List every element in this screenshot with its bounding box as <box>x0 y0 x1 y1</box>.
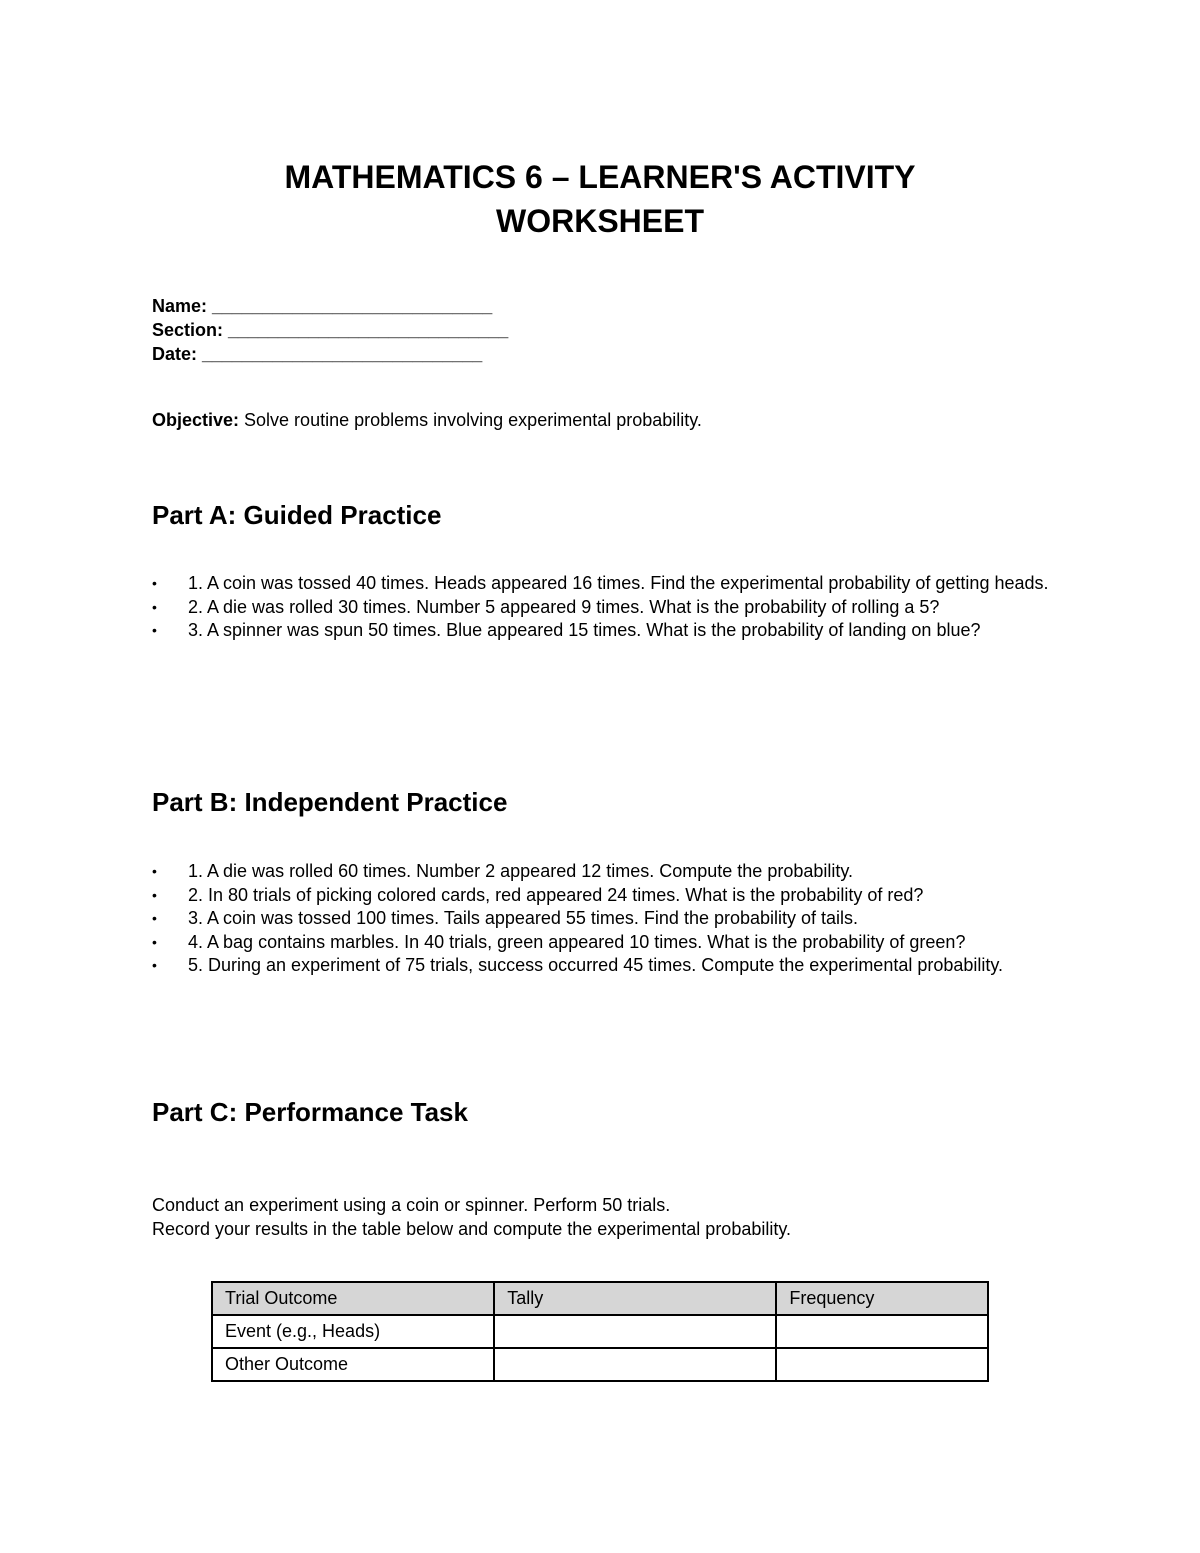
section-field[interactable]: Section: ____________________________ <box>152 320 509 340</box>
task-instructions <box>152 1193 791 1241</box>
bullet-icon: • <box>152 575 157 591</box>
page-title <box>0 155 1200 243</box>
list-item-text: 1. A die was rolled 60 times. Number 2 appeared 12 times. Compute the probability. <box>188 861 854 881</box>
objective <box>152 408 702 432</box>
student-info-fields <box>152 294 508 366</box>
objective-text: Solve routine problems involving experimental probability. <box>239 410 702 430</box>
date-field[interactable]: Date: ____________________________ <box>152 344 483 364</box>
table-row <box>212 1315 988 1348</box>
list-item <box>152 884 1052 908</box>
part-c-heading: Part C: Performance Task <box>152 1097 468 1127</box>
bullet-icon: • <box>152 598 157 615</box>
list-item <box>152 860 1052 884</box>
list-item-text: 2. A die was rolled 30 times. Number 5 appeared 9 times. What is the probability of rolling a 5? <box>188 596 940 617</box>
list-item-text: 5. During an experiment of 75 trials, success occurred 45 times. Compute the experimental probability. <box>188 955 1004 976</box>
bullet-icon: • <box>152 886 157 903</box>
name-field[interactable]: Name: ____________________________ <box>152 296 493 316</box>
part-b-list <box>152 860 1052 978</box>
part-a-heading: Part A: Guided Practice <box>152 500 442 530</box>
list-item-text: 2. In 80 trials of picking colored cards, red appeared 24 times. What is the probability of red? <box>188 884 924 905</box>
outcome-cell: Other Outcome <box>212 1348 494 1381</box>
bullet-icon: • <box>152 622 157 639</box>
list-item <box>152 596 1052 620</box>
frequency-cell[interactable] <box>776 1348 988 1381</box>
bullet-icon: • <box>152 933 157 950</box>
list-item <box>152 954 1052 978</box>
part-a-list <box>152 572 1052 643</box>
header-tally: Tally <box>494 1282 776 1315</box>
bullet-icon: • <box>152 957 157 974</box>
title-line-1: MATHEMATICS 6 – LEARNER'S ACTIVITY <box>284 159 916 195</box>
list-item <box>152 931 1052 955</box>
objective-label: Objective: <box>152 410 240 430</box>
tally-cell[interactable] <box>494 1315 776 1348</box>
header-trial-outcome: Trial Outcome <box>212 1282 494 1315</box>
results-table <box>211 1281 989 1382</box>
list-item <box>152 619 1052 643</box>
task-line-1: Conduct an experiment using a coin or spinner. Perform 50 trials. <box>152 1195 671 1215</box>
header-frequency: Frequency <box>776 1282 988 1315</box>
list-item <box>152 907 1052 931</box>
frequency-cell[interactable] <box>776 1315 988 1348</box>
table-header-row <box>212 1282 988 1315</box>
title-line-2: WORKSHEET <box>496 203 704 239</box>
outcome-cell: Event (e.g., Heads) <box>212 1315 494 1348</box>
list-item-text: 4. A bag contains marbles. In 40 trials, green appeared 10 times. What is the probability of green? <box>188 931 966 952</box>
part-b-heading: Part B: Independent Practice <box>152 787 508 817</box>
table-row <box>212 1348 988 1381</box>
bullet-icon: • <box>152 863 157 879</box>
tally-cell[interactable] <box>494 1348 776 1381</box>
list-item <box>152 572 1052 596</box>
bullet-icon: • <box>152 910 157 927</box>
list-item-text: 3. A spinner was spun 50 times. Blue appeared 15 times. What is the probability of landing on blue? <box>188 620 981 641</box>
list-item-text: 3. A coin was tossed 100 times. Tails appeared 55 times. Find the probability of tails. <box>188 908 859 929</box>
task-line-2: Record your results in the table below and compute the experimental probability. <box>152 1219 792 1239</box>
list-item-text: 1. A coin was tossed 40 times. Heads appeared 16 times. Find the experimental probability of getting heads. <box>188 573 1049 593</box>
